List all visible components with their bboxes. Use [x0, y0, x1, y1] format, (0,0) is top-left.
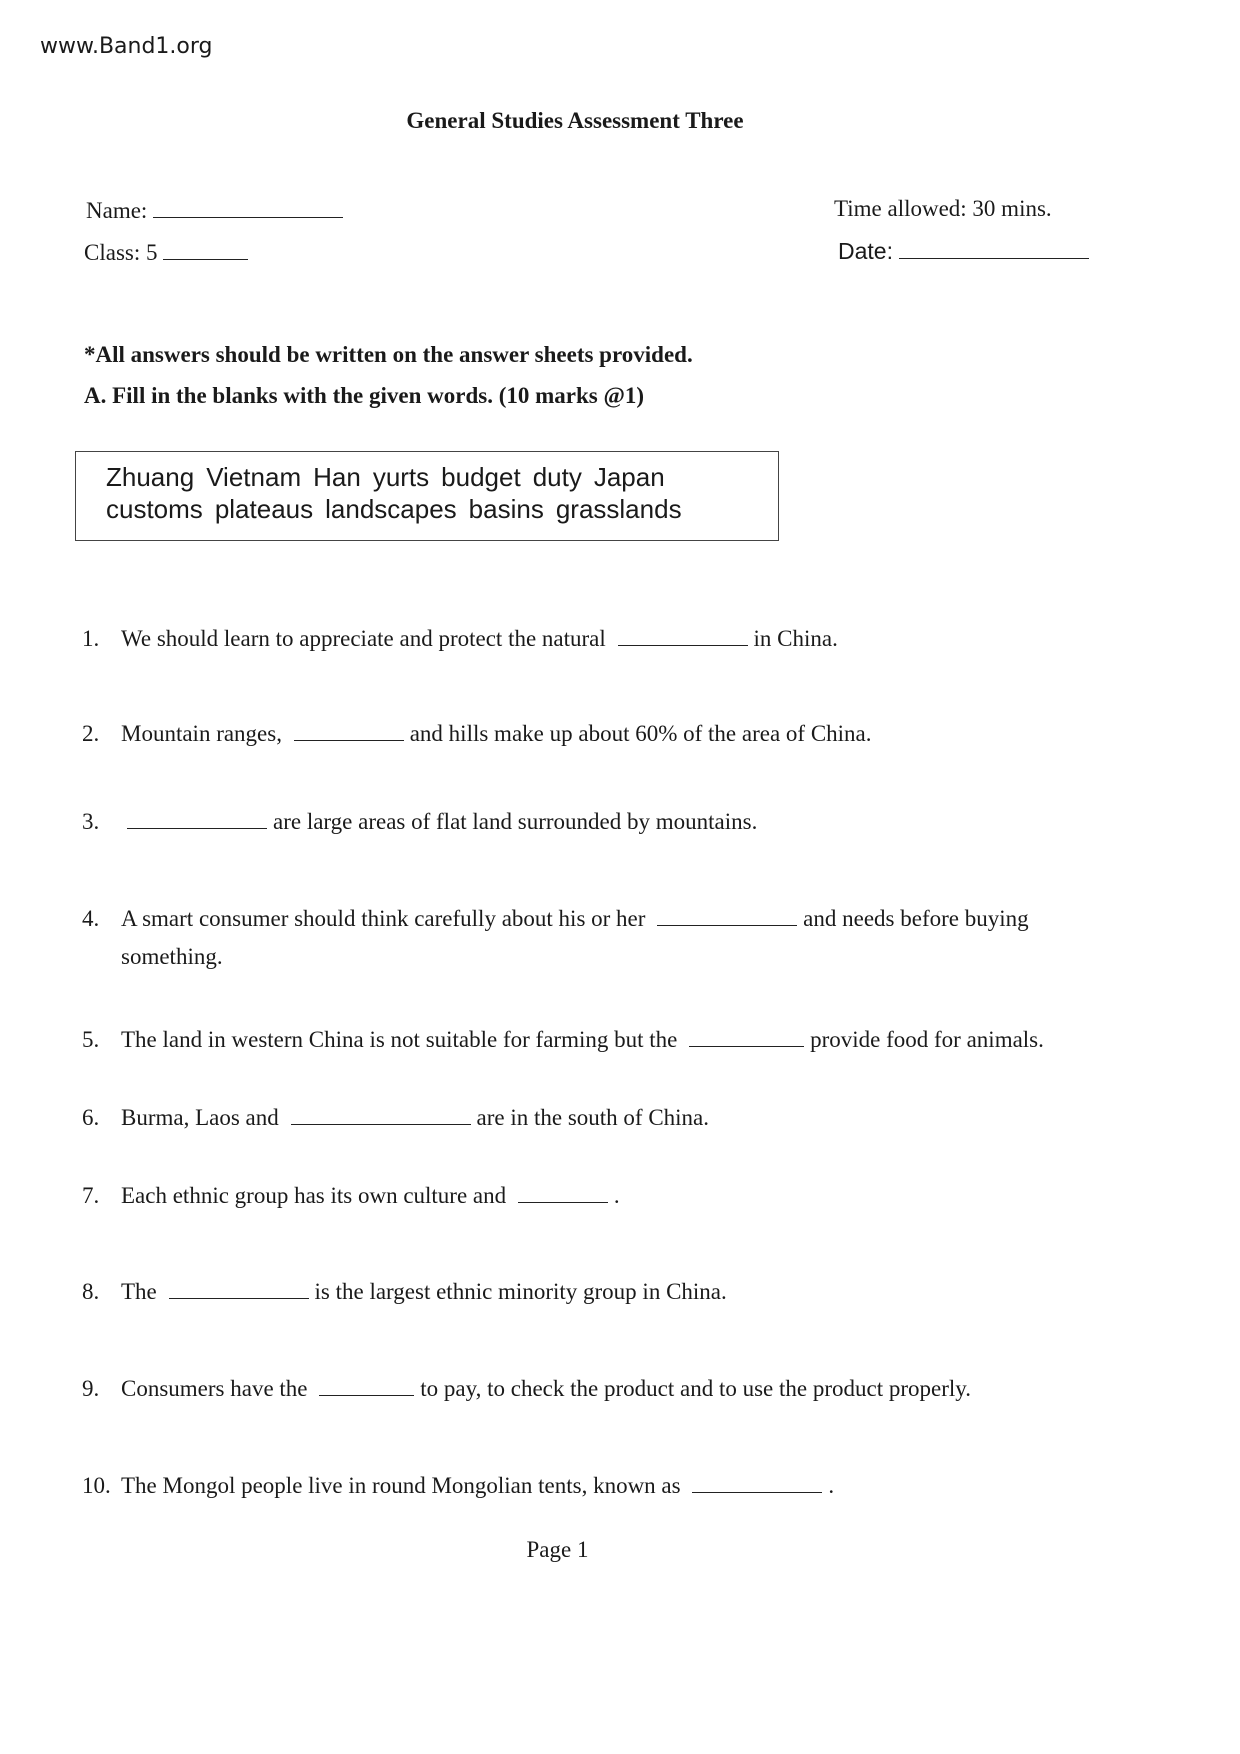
question-item — [82, 1279, 727, 1305]
question-number: 7. — [82, 1183, 100, 1208]
question-text-after: . — [828, 1473, 835, 1498]
word-bank-word: Japan — [593, 462, 665, 492]
question-text-before: Mountain ranges, — [121, 721, 282, 746]
question-text-before: The Mongol people live in round Mongolian tents, known as — [121, 1473, 681, 1498]
question-text-before: Burma, Laos and — [121, 1105, 279, 1130]
question-text-after: and hills make up about 60% of the area of China. — [409, 721, 872, 746]
answer-blank — [127, 827, 267, 829]
question-text-before: We should learn to appreciate and protect the natural — [121, 626, 606, 651]
date-label: Date: — [838, 238, 893, 264]
question-number: 10. — [82, 1473, 111, 1498]
question-text-after: in China. — [753, 626, 838, 651]
answer-blank — [518, 1201, 608, 1203]
word-bank-word: basins — [468, 494, 544, 524]
question-number: 8. — [82, 1279, 100, 1304]
question-number: 5. — [82, 1027, 100, 1052]
question-text-before: Consumers have the — [121, 1376, 308, 1401]
word-bank-word: customs — [106, 494, 203, 524]
question-item — [82, 626, 838, 652]
word-bank-word: grasslands — [555, 494, 682, 524]
word-bank — [75, 451, 779, 541]
class-label: Class: 5 — [84, 240, 158, 265]
question-text-after: are in the south of China. — [476, 1105, 710, 1130]
question-number: 4. — [82, 906, 100, 931]
word-bank-row-1 — [106, 462, 677, 493]
page-title: General Studies Assessment Three — [406, 108, 744, 133]
word-bank-row-2 — [106, 494, 694, 525]
question-item — [82, 1376, 971, 1402]
instruction: *All answers should be written on the answer sheets provided. — [84, 342, 693, 367]
question-item — [82, 906, 1029, 970]
question-text-continued: something. — [121, 944, 223, 969]
word-bank-word: Han — [313, 462, 361, 492]
question-item — [82, 1105, 709, 1131]
page-number: Page 1 — [526, 1537, 589, 1562]
question-item — [82, 1183, 620, 1209]
word-bank-word: Zhuang — [106, 462, 195, 492]
section-heading: A. Fill in the blanks with the given words. (10 marks @1) — [84, 383, 645, 408]
watermark: www.Band1.org — [40, 34, 213, 59]
word-bank-word: yurts — [372, 462, 430, 492]
question-number: 1. — [82, 626, 100, 651]
question-text-after: provide food for animals. — [810, 1027, 1044, 1052]
word-bank-word: duty — [532, 462, 582, 492]
question-number: 9. — [82, 1376, 100, 1401]
answer-blank — [319, 1394, 414, 1396]
question-text-before: The — [121, 1279, 157, 1304]
question-text-before: A smart consumer should think carefully about his or her — [121, 906, 646, 931]
answer-blank — [294, 739, 404, 741]
class-field — [84, 240, 248, 266]
word-bank-word: Vietnam — [206, 462, 302, 492]
name-label: Name: — [86, 198, 148, 223]
answer-blank — [689, 1045, 804, 1047]
question-text-after: is the largest ethnic minority group in China. — [314, 1279, 727, 1304]
question-text-after: are large areas of flat land surrounded by mountains. — [273, 809, 758, 834]
answer-blank — [692, 1491, 822, 1493]
question-item — [82, 721, 872, 747]
question-number: 6. — [82, 1105, 100, 1130]
answer-blank — [291, 1123, 471, 1125]
question-number: 3. — [82, 809, 100, 834]
question-text-after: and needs before buying — [803, 906, 1029, 931]
question-number: 2. — [82, 721, 100, 746]
word-bank-word: budget — [441, 462, 521, 492]
word-bank-word: landscapes — [325, 494, 457, 524]
question-item — [82, 1473, 834, 1499]
question-item — [82, 1027, 1044, 1053]
question-text-after: . — [613, 1183, 620, 1208]
question-item — [82, 809, 757, 835]
question-text-before: The land in western China is not suitable for farming but the — [121, 1027, 678, 1052]
word-bank-word: plateaus — [214, 494, 314, 524]
answer-blank — [618, 644, 748, 646]
question-text-before: Each ethnic group has its own culture and — [121, 1183, 507, 1208]
name-field — [86, 198, 343, 224]
answer-blank — [169, 1297, 309, 1299]
question-text-after: to pay, to check the product and to use the product properly. — [420, 1376, 972, 1401]
date-field — [838, 238, 1089, 265]
time-allowed: Time allowed: 30 mins. — [834, 196, 1052, 221]
answer-blank — [657, 924, 797, 926]
